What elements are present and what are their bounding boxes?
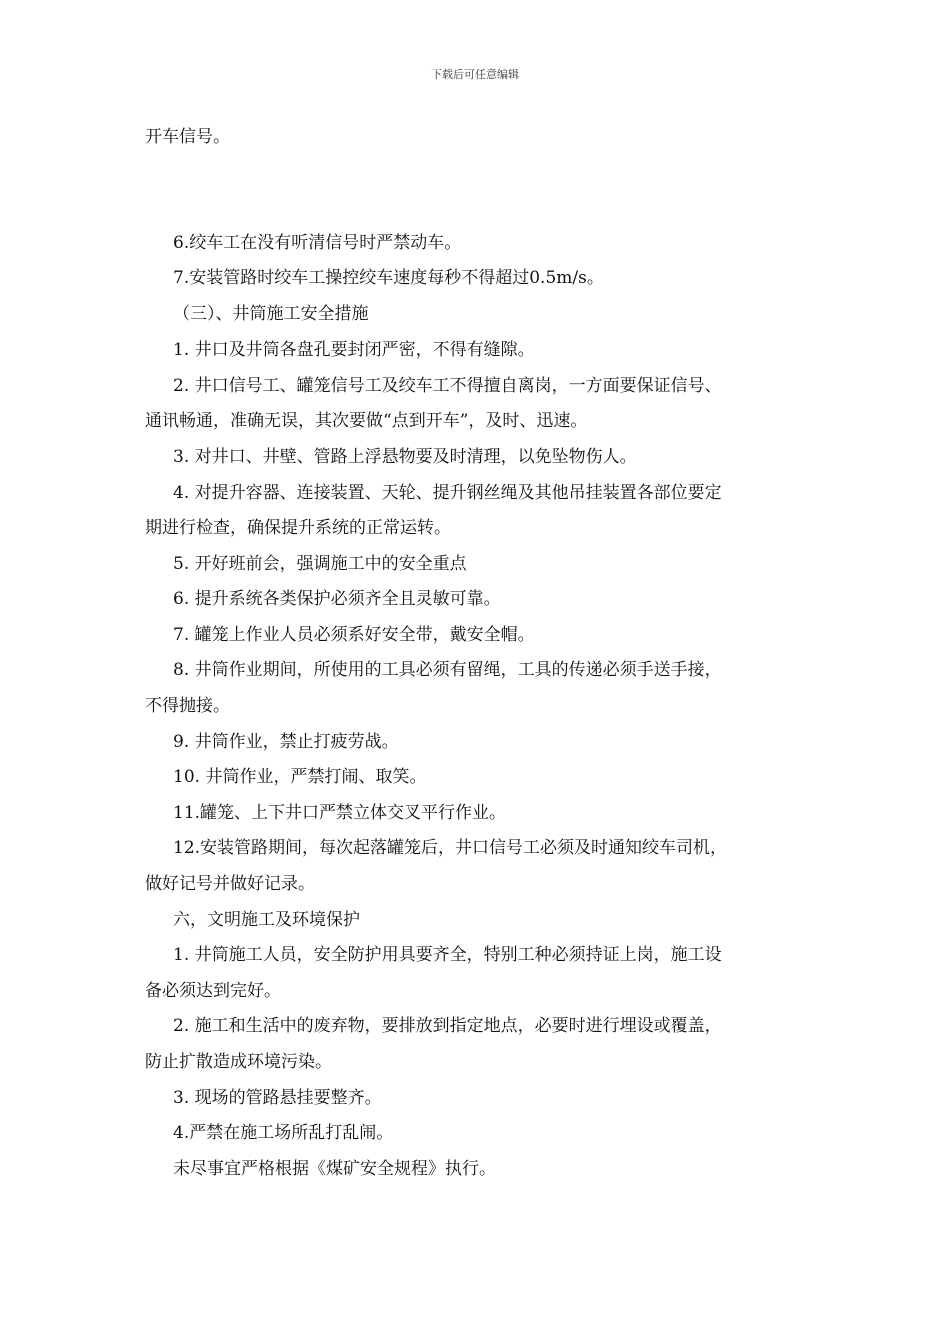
text-line-item-7: 7.安装管路时绞车工操控绞车速度每秒不得超过0.5m/s。 bbox=[173, 268, 604, 288]
text-line-shaft-item-8-cont: 不得抛接。 bbox=[145, 696, 230, 716]
text-line-shaft-item-2-cont: 通讯畅通，准确无误，其次要做“点到开车”，及时、迅速。 bbox=[145, 411, 588, 431]
text-line-env-item-2-cont: 防止扩散造成环境污染。 bbox=[145, 1052, 332, 1072]
text-line-closing-remark: 未尽事宜严格根据《煤矿安全规程》执行。 bbox=[173, 1159, 496, 1179]
text-line-shaft-item-6: 6. 提升系统各类保护必须齐全且灵敏可靠。 bbox=[173, 589, 501, 609]
section-heading-civilized-construction: 六，文明施工及环境保护 bbox=[173, 910, 360, 930]
text-line-env-item-2: 2. 施工和生活中的废弃物，要排放到指定地点，必要时进行埋设或覆盖， bbox=[173, 1016, 722, 1036]
text-line-item-6: 6.绞车工在没有听清信号时严禁动车。 bbox=[173, 233, 462, 253]
text-line-env-item-4: 4.严禁在施工场所乱打乱闹。 bbox=[173, 1123, 394, 1143]
text-line-env-item-1: 1. 井筒施工人员，安全防护用具要齐全，特别工种必须持证上岗，施工设 bbox=[173, 945, 722, 965]
text-line-shaft-item-11: 11.罐笼、上下井口严禁立体交叉平行作业。 bbox=[173, 803, 507, 823]
section-heading-shaft-safety: （三）、井筒施工安全措施 bbox=[173, 304, 369, 324]
text-line-env-item-3: 3. 现场的管路悬挂要整齐。 bbox=[173, 1088, 382, 1108]
text-line-shaft-item-1: 1. 井口及井筒各盘孔要封闭严密，不得有缝隙。 bbox=[173, 340, 535, 360]
text-line-shaft-item-7: 7. 罐笼上作业人员必须系好安全带，戴安全帽。 bbox=[173, 625, 535, 645]
text-line-shaft-item-5: 5. 开好班前会，强调施工中的安全重点 bbox=[173, 554, 467, 574]
text-line-env-item-1-cont: 备必须达到完好。 bbox=[145, 981, 281, 1001]
text-line-shaft-item-4-cont: 期进行检查，确保提升系统的正常运转。 bbox=[145, 518, 451, 538]
text-line-shaft-item-3: 3. 对井口、井壁、管路上浮悬物要及时清理，以免坠物伤人。 bbox=[173, 447, 637, 467]
text-line-shaft-item-9: 9. 井筒作业，禁止打疲劳战。 bbox=[173, 732, 399, 752]
text-line-shaft-item-12: 12.安装管路期间，每次起落罐笼后，井口信号工必须及时通知绞车司机， bbox=[173, 838, 728, 858]
text-line-shaft-item-12-cont: 做好记号并做好记录。 bbox=[145, 874, 315, 894]
text-line-continuation: 开车信号。 bbox=[145, 127, 230, 147]
header-note: 下载后可任意编辑 bbox=[431, 68, 519, 81]
text-line-shaft-item-10: 10. 井筒作业，严禁打闹、取笑。 bbox=[173, 767, 427, 787]
text-line-shaft-item-2: 2. 井口信号工、罐笼信号工及绞车工不得擅自离岗，一方面要保证信号、 bbox=[173, 376, 722, 396]
text-line-shaft-item-4: 4. 对提升容器、连接装置、天轮、提升钢丝绳及其他吊挂装置各部位要定 bbox=[173, 483, 722, 503]
text-line-shaft-item-8: 8. 井筒作业期间，所使用的工具必须有留绳，工具的传递必须手送手接， bbox=[173, 660, 722, 680]
